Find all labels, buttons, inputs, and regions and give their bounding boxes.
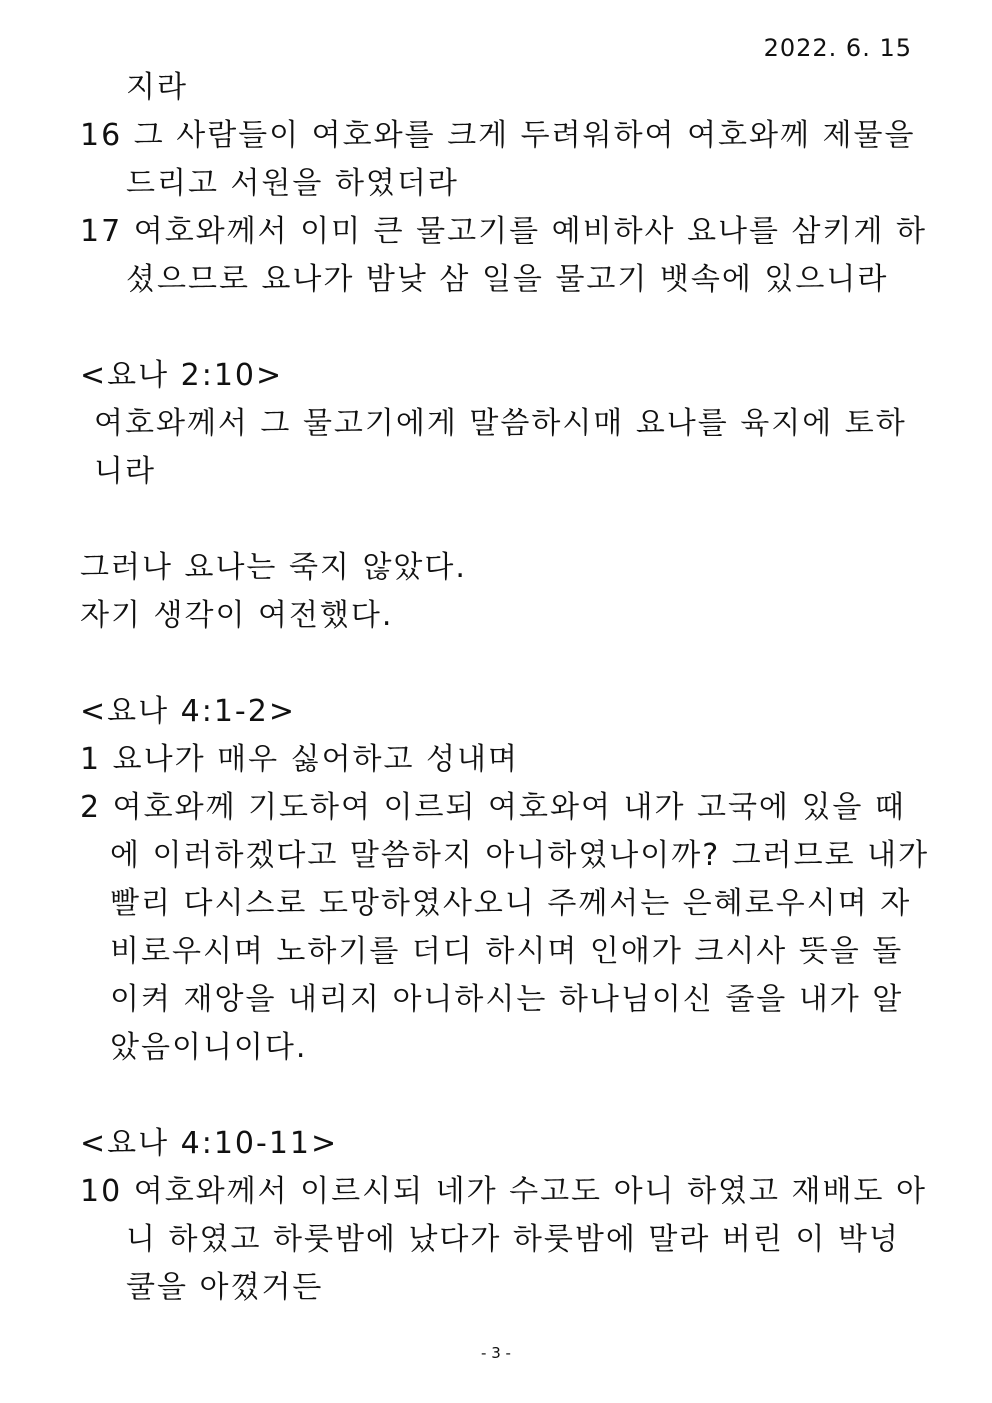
verse-17: 17 여호와께서 이미 큰 물고기를 예비하사 요나를 삼키게 하	[80, 214, 928, 249]
text-line: 빨리 다시스로 도망하였사오니 주께서는 은혜로우시며 자	[110, 886, 912, 921]
text-line: 드리고 서원을 하였더라	[126, 166, 459, 201]
text-line: 쿨을 아꼈거든	[126, 1270, 324, 1305]
verse-1: 1 요나가 매우 싫어하고 성내며	[80, 742, 519, 777]
text-line: 이켜 재앙을 내리지 아니하시는 하나님이신 줄을 내가 알	[110, 982, 904, 1017]
commentary-line: 그러나 요나는 죽지 않았다.	[80, 550, 467, 585]
verse-16: 16 그 사람들이 여호와를 크게 두려워하여 여호와께 제물을	[80, 118, 916, 153]
text-line: 에 이러하겠다고 말씀하지 아니하였나이까? 그러므로 내가	[110, 838, 930, 873]
text-line: 셨으므로 요나가 밤낮 삼 일을 물고기 뱃속에 있으니라	[126, 262, 889, 297]
page-number: - 3 -	[481, 1344, 511, 1362]
text-line: 았음이니이다.	[110, 1030, 308, 1065]
text-line: 니 하였고 하룻밤에 났다가 하룻밤에 말라 버린 이 박넝	[126, 1222, 900, 1257]
document-date: 2022. 6. 15	[763, 34, 912, 62]
text-line: 비로우시며 노하기를 더디 하시며 인애가 크시사 뜻을 돌	[110, 934, 904, 969]
text-line: 지라	[126, 70, 188, 105]
verse-2: 2 여호와께 기도하여 이르되 여호와여 내가 고국에 있을 때	[80, 790, 906, 825]
scripture-reference: <요나 2:10>	[80, 358, 284, 393]
commentary-line: 자기 생각이 여전했다.	[80, 598, 394, 633]
text-line: 니라	[94, 454, 156, 489]
text-line: 여호와께서 그 물고기에게 말씀하시매 요나를 육지에 토하	[94, 406, 907, 441]
verse-10: 10 여호와께서 이르시되 네가 수고도 아니 하였고 재배도 아	[80, 1174, 928, 1209]
scripture-reference: <요나 4:1-2>	[80, 694, 296, 729]
scripture-reference: <요나 4:10-11>	[80, 1126, 339, 1161]
